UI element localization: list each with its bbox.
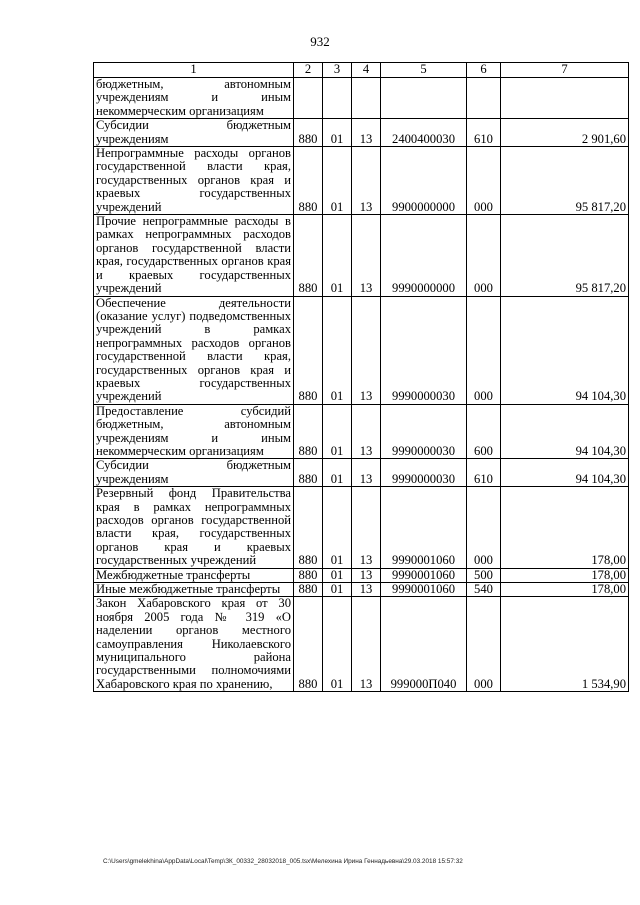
table-row [94,583,629,597]
row-name: Предоставление субсидий бюджетным, автономным учреждениям и иным некоммерческим организациям [94,404,294,459]
row-code-5 [381,78,467,119]
row-amount: 94 104,30 [501,296,629,404]
row-amount: 94 104,30 [501,459,629,487]
header-col-1: 1 [94,63,294,78]
header-col-6: 6 [467,63,501,78]
row-code-6: 610 [467,119,501,147]
row-code-2: 880 [294,487,323,568]
row-name: Закон Хабаровского края от 30 ноября 2005 года № 319 «О наделении органов местного самоуправления Николаевского муниципального района государственными полномочиями Хабаровского края по хранению, [94,597,294,692]
row-code-5: 9990000030 [381,404,467,459]
row-code-2: 880 [294,568,323,582]
row-code-4: 13 [352,215,381,296]
table-row [94,597,629,692]
row-code-2 [294,78,323,119]
row-code-3: 01 [323,296,352,404]
row-code-6: 500 [467,568,501,582]
row-code-6 [467,78,501,119]
row-code-3: 01 [323,487,352,568]
row-amount: 178,00 [501,583,629,597]
file-path-footer: C:\Users\gmelekhina\AppData\Local\Temp\ЗК_00332_28032018_005.tsx\Мелехина Ирина Геннадьевна\29.03.2018 15:57:32 [103,858,463,865]
row-code-4: 13 [352,597,381,692]
row-code-4 [352,78,381,119]
table-row [94,78,629,119]
table-row [94,147,629,215]
table-row [94,215,629,296]
row-amount: 95 817,20 [501,215,629,296]
row-code-6: 000 [467,147,501,215]
table-row [94,459,629,487]
table-row [94,487,629,568]
row-code-2: 880 [294,597,323,692]
row-amount: 94 104,30 [501,404,629,459]
row-name: Субсидии бюджетным учреждениям [94,459,294,487]
row-code-2: 880 [294,583,323,597]
row-code-2: 880 [294,404,323,459]
row-code-3: 01 [323,215,352,296]
row-name: Субсидии бюджетным учреждениям [94,119,294,147]
row-code-3: 01 [323,568,352,582]
row-code-4: 13 [352,119,381,147]
row-code-3: 01 [323,583,352,597]
row-name: Обеспечение деятельности (оказание услуг) подведомственных учреждений в рамках непрограммных расходов органов государственной власти края, государственных органов края и краевых государственных учреждений [94,296,294,404]
table-header-row [94,63,629,78]
row-code-5: 9990001060 [381,568,467,582]
row-name: Иные межбюджетные трансферты [94,583,294,597]
row-code-3: 01 [323,459,352,487]
row-name: Прочие непрограммные расходы в рамках непрограммных расходов органов государственной власти края, государственных органов края и краевых государственных учреждений [94,215,294,296]
row-code-6: 000 [467,487,501,568]
row-code-6: 540 [467,583,501,597]
header-col-5: 5 [381,63,467,78]
row-code-2: 880 [294,215,323,296]
budget-table [93,62,629,692]
row-code-6: 000 [467,597,501,692]
page-number: 932 [310,34,330,49]
row-code-4: 13 [352,459,381,487]
row-name: Межбюджетные трансферты [94,568,294,582]
row-code-4: 13 [352,147,381,215]
row-code-3: 01 [323,147,352,215]
row-code-5: 9990000000 [381,215,467,296]
row-code-3: 01 [323,119,352,147]
row-amount: 1 534,90 [501,597,629,692]
header-col-2: 2 [294,63,323,78]
row-code-3: 01 [323,597,352,692]
row-code-2: 880 [294,459,323,487]
row-code-4: 13 [352,404,381,459]
row-code-5: 9990001060 [381,487,467,568]
table-row [94,119,629,147]
row-name: Непрограммные расходы органов государственной власти края, государственных органов края и краевых государственных учреждений [94,147,294,215]
row-code-5: 9990000030 [381,296,467,404]
row-amount: 95 817,20 [501,147,629,215]
row-code-4: 13 [352,583,381,597]
table-row [94,404,629,459]
header-col-4: 4 [352,63,381,78]
table-row [94,568,629,582]
row-code-2: 880 [294,147,323,215]
row-code-5: 9990001060 [381,583,467,597]
row-code-6: 600 [467,404,501,459]
row-name: Резервный фонд Правительства края в рамках непрограммных расходов органов государственной власти края, государственных органов края и краевых государственных учреждений [94,487,294,568]
header-col-7: 7 [501,63,629,78]
row-code-5: 999000П040 [381,597,467,692]
row-code-3: 01 [323,404,352,459]
row-code-5: 9900000000 [381,147,467,215]
row-code-6: 610 [467,459,501,487]
row-code-5: 9990000030 [381,459,467,487]
header-col-3: 3 [323,63,352,78]
row-code-6: 000 [467,296,501,404]
row-code-4: 13 [352,487,381,568]
row-code-2: 880 [294,296,323,404]
table-row [94,296,629,404]
row-code-3 [323,78,352,119]
row-amount: 178,00 [501,568,629,582]
row-code-5: 2400400030 [381,119,467,147]
row-amount: 178,00 [501,487,629,568]
row-code-6: 000 [467,215,501,296]
row-code-4: 13 [352,568,381,582]
row-code-2: 880 [294,119,323,147]
row-amount [501,78,629,119]
row-amount: 2 901,60 [501,119,629,147]
row-code-4: 13 [352,296,381,404]
row-name: бюджетным, автономным учреждениям и иным некоммерческим организациям [94,78,294,119]
